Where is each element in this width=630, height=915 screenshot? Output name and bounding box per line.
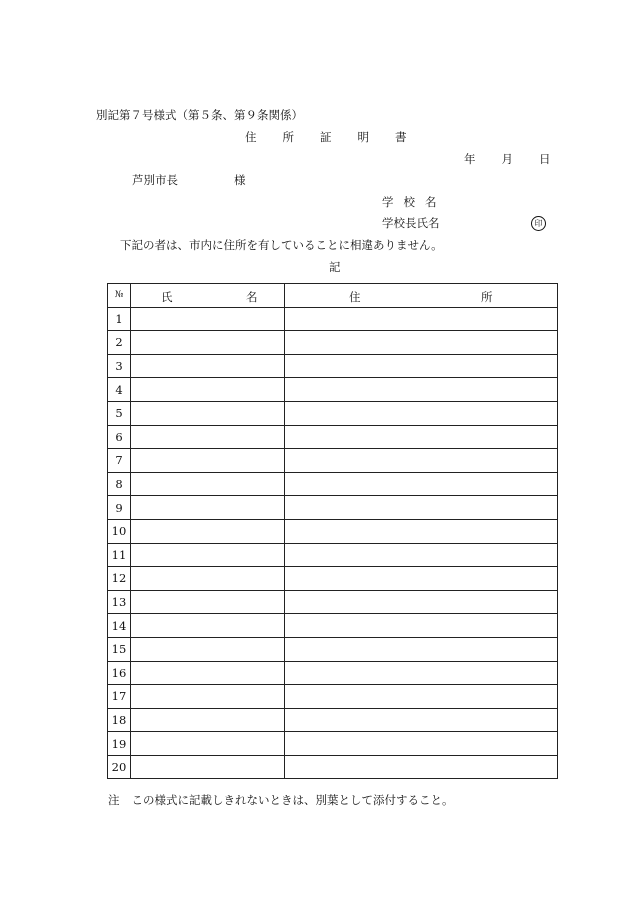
name-cell[interactable] (131, 661, 285, 685)
row-number: 19 (108, 732, 131, 756)
addressee-honorific: 様 (234, 173, 246, 187)
name-cell[interactable] (131, 755, 285, 779)
school-name-char: 学 (382, 195, 394, 209)
name-cell[interactable] (131, 401, 285, 425)
day-label: 日 (539, 152, 551, 166)
address-cell[interactable] (285, 614, 558, 638)
table-header-row (108, 284, 558, 308)
school-name-label (382, 197, 447, 209)
row-number: 5 (108, 401, 131, 425)
seal-mark: 印 (531, 216, 546, 231)
table-row (108, 685, 558, 709)
table-row (108, 331, 558, 355)
name-cell[interactable] (131, 637, 285, 661)
document-title (245, 132, 445, 144)
row-number: 12 (108, 567, 131, 591)
address-cell[interactable] (285, 708, 558, 732)
row-number: 6 (108, 425, 131, 449)
name-cell[interactable] (131, 590, 285, 614)
row-number: 4 (108, 378, 131, 402)
name-cell[interactable] (131, 614, 285, 638)
name-cell[interactable] (131, 354, 285, 378)
form-number-label: 別記第７号様式（第５条、第９条関係） (96, 108, 303, 122)
row-number: 13 (108, 590, 131, 614)
year-label: 年 (464, 152, 476, 166)
table-row (108, 732, 558, 756)
row-number: 8 (108, 472, 131, 496)
table-row (108, 614, 558, 638)
address-cell[interactable] (285, 331, 558, 355)
name-cell[interactable] (131, 685, 285, 709)
header-address-char: 住 (349, 290, 361, 304)
table-row (108, 378, 558, 402)
row-number: 3 (108, 354, 131, 378)
address-cell[interactable] (285, 685, 558, 709)
table-row (108, 755, 558, 779)
table-row (108, 472, 558, 496)
title-char: 書 (395, 130, 407, 144)
address-cell[interactable] (285, 449, 558, 473)
school-name-char: 校 (403, 195, 415, 209)
row-number: 15 (108, 637, 131, 661)
row-number: 9 (108, 496, 131, 520)
name-cell[interactable] (131, 472, 285, 496)
header-name-char: 氏 (161, 290, 173, 304)
address-cell[interactable] (285, 307, 558, 331)
address-cell[interactable] (285, 590, 558, 614)
name-cell[interactable] (131, 543, 285, 567)
row-number: 17 (108, 685, 131, 709)
title-char: 証 (320, 130, 332, 144)
name-cell[interactable] (131, 449, 285, 473)
certification-statement: 下記の者は、市内に住所を有していることに相違ありません。 (120, 238, 443, 252)
row-number: 1 (108, 307, 131, 331)
title-char: 所 (282, 130, 294, 144)
address-cell[interactable] (285, 732, 558, 756)
header-number: № (108, 284, 131, 308)
address-cell[interactable] (285, 354, 558, 378)
row-number: 2 (108, 331, 131, 355)
addressee (132, 175, 246, 187)
address-cell[interactable] (285, 378, 558, 402)
date-line (464, 154, 551, 166)
name-cell[interactable] (131, 567, 285, 591)
name-cell[interactable] (131, 732, 285, 756)
month-label: 月 (501, 152, 513, 166)
address-cell[interactable] (285, 519, 558, 543)
table-row (108, 401, 558, 425)
header-address (285, 284, 558, 308)
row-number: 10 (108, 519, 131, 543)
name-cell[interactable] (131, 496, 285, 520)
address-cell[interactable] (285, 496, 558, 520)
title-char: 住 (245, 130, 257, 144)
table-row (108, 354, 558, 378)
addressee-name: 芦別市長 (132, 173, 178, 187)
table-row (108, 708, 558, 732)
table-row (108, 449, 558, 473)
name-cell[interactable] (131, 331, 285, 355)
ki-heading: 記 (329, 260, 341, 274)
row-number: 16 (108, 661, 131, 685)
student-list-table (107, 283, 558, 779)
table-row (108, 425, 558, 449)
table-row (108, 637, 558, 661)
address-cell[interactable] (285, 661, 558, 685)
header-address-char: 所 (481, 290, 493, 304)
address-cell[interactable] (285, 755, 558, 779)
table-row (108, 590, 558, 614)
footnote (108, 795, 454, 807)
table-row (108, 519, 558, 543)
table-row (108, 307, 558, 331)
footnote-mark: 注 (108, 793, 120, 807)
address-cell[interactable] (285, 472, 558, 496)
school-name-char: 名 (425, 195, 437, 209)
row-number: 20 (108, 755, 131, 779)
row-number: 14 (108, 614, 131, 638)
name-cell[interactable] (131, 425, 285, 449)
principal-name-label: 学校長氏名 (382, 216, 440, 230)
name-cell[interactable] (131, 378, 285, 402)
title-char: 明 (357, 130, 369, 144)
table-row (108, 496, 558, 520)
address-cell[interactable] (285, 543, 558, 567)
footnote-text: この様式に記載しきれないときは、別葉として添付すること。 (131, 793, 454, 807)
table-row (108, 661, 558, 685)
name-cell[interactable] (131, 519, 285, 543)
address-cell[interactable] (285, 425, 558, 449)
address-cell[interactable] (285, 401, 558, 425)
table-row (108, 543, 558, 567)
address-cell[interactable] (285, 567, 558, 591)
header-name-char: 名 (246, 290, 258, 304)
name-cell[interactable] (131, 708, 285, 732)
header-name (131, 284, 285, 308)
address-cell[interactable] (285, 637, 558, 661)
name-cell[interactable] (131, 307, 285, 331)
row-number: 18 (108, 708, 131, 732)
row-number: 7 (108, 449, 131, 473)
table-row (108, 567, 558, 591)
row-number: 11 (108, 543, 131, 567)
